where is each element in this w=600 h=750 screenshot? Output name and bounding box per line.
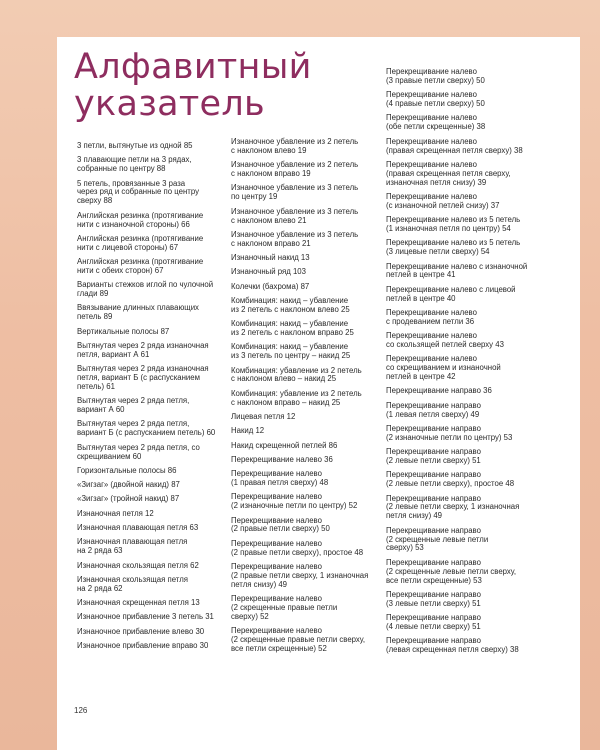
index-entry: Перекрещивание налево со скрещиванием и изнаночной петлей в центре 42 [386,354,501,382]
page-title [74,49,312,123]
index-entry: Комбинация: убавление из 2 петель с наклоном влево – накид 25 [231,365,362,384]
index-entry: Комбинация: накид – убавление из 3 петель по центру – накид 25 [231,342,351,361]
index-entry: Перекрещивание налево (правая скрещенная петля сверху, изнаночная петля снизу) 39 [386,159,511,187]
index-entry: Перекрещивание направо (2 левые петли сверху) 51 [386,447,481,466]
index-entry: Изнаночное убавление из 3 петель с наклоном вправо 21 [231,229,359,248]
index-entry: Вытянутая через 2 ряда петля, вариант А 60 [77,396,190,415]
index-entry: Перекрещивание направо 36 [386,386,492,396]
index-entry: Перекрещивание налево с лицевой петлей в центре 40 [386,284,516,303]
index-entry: 3 плавающие петли на 3 рядах, собранные по центру 88 [77,155,192,174]
index-entry: Перекрещивание налево из 5 петель (1 изнаночная петля по центру) 54 [386,215,521,234]
index-entry: Вытянутая через 2 ряда изнаночная петля, вариант Б (с распусканием петель) 61 [77,364,209,391]
index-entry: Перекрещивание направо (2 левые петли сверху, 1 изнаночная петля снизу) 49 [386,493,520,521]
index-entry: Изнаночное убавление из 2 петель с наклоном вправо 19 [231,160,359,179]
index-entry: Перекрещивание направо (4 левые петли сверху) 51 [386,613,481,631]
index-entry: Изнаночное убавление из 3 петель с наклоном влево 21 [231,206,359,225]
index-entry: Вытянутая через 2 ряда петля, вариант Б (с распусканием петель) 60 [77,419,216,438]
index-entry: Изнаночная петля 12 [77,508,154,518]
index-entry: Перекрещивание направо (2 скрещенные левые петли сверху, все петли скрещенные) 53 [386,557,517,585]
index-entry: Комбинация: накид – убавление из 2 петель с наклоном вправо 25 [231,319,354,338]
index-column-2 [231,138,379,659]
page-number: 126 [74,706,88,715]
index-entry: Перекрещивание налево 36 [231,454,333,464]
index-entry: 3 петли, вытянутые из одной 85 [77,141,193,150]
index-entry: Изнаночная плавающая петля 63 [77,523,199,533]
title-line-1: Алфавитный [74,47,312,87]
index-entry: Горизонтальные полосы 86 [77,465,177,475]
index-entry: Перекрещивание налево (2 правые петли сверху) 50 [231,515,330,534]
index-entry: Перекрещивание направо (2 скрещенные левые петли сверху) 53 [386,525,489,553]
index-entry: Перекрещивание налево (2 правые петли сверху, 1 изнаночная петля снизу) 49 [231,561,369,589]
index-entry: Перекрещивание налево с изнаночной петлей в центре 41 [386,261,528,280]
index-entry: Английская резинка (протягивание нити с изнаночной стороны) 66 [77,210,204,229]
index-entry: Перекрещивание налево (правая скрещенная петля сверху) 38 [386,136,523,155]
index-entry: Перекрещивание налево (2 изнаночные петли по центру) 52 [231,492,358,511]
index-entry: Перекрещивание налево (2 правые петли сверху), простое 48 [231,538,364,557]
index-entry: Изнаночная скрещенная петля 13 [77,598,200,608]
index-entry: Изнаночное прибавление вправо 30 [77,640,209,650]
index-entry: Перекрещивание направо (2 изнаночные петли по центру) 53 [386,423,513,442]
index-entry: Перекрещивание направо (3 левые петли сверху) 51 [386,589,481,608]
index-entry: Изнаночный накид 13 [231,253,310,263]
index-entry: Изнаночная скользящая петля 62 [77,560,199,570]
index-entry: Изнаночное убавление из 3 петель по центру 19 [231,183,359,202]
index-entry: Изнаночный ряд 103 [231,267,306,277]
index-entry: Накид 12 [231,426,265,436]
index-entry: Комбинация: накид – убавление из 2 петель с наклоном влево 25 [231,295,350,314]
index-column-1 [77,142,225,656]
index-entry: Колечки (бахрома) 87 [231,281,310,291]
index-entry: Перекрещивание налево (обе петли скрещенные) 38 [386,113,486,132]
index-entry: Ввязывание длинных плавающих петель 89 [77,303,199,322]
index-entry: Перекрещивание налево из 5 петель (3 лицевые петли сверху) 54 [386,238,521,257]
index-entry: Вытянутая через 2 ряда изнаночная петля, вариант А 61 [77,340,209,359]
index-entry: Английская резинка (протягивание нити с лицевой стороны) 67 [77,233,204,252]
index-entry: Изнаночная скользящая петля на 2 ряда 62 [77,574,188,593]
index-entry: Варианты стежков иглой по чулочной глади 89 [77,280,214,299]
index-entry: «Зигзаг» (двойной накид) 87 [77,480,180,490]
index-column-3 [386,68,546,661]
index-entry: Английская резинка (протягивание нити с обеих сторон) 67 [77,257,204,275]
title-line-2: указатель [74,84,265,124]
index-entry: Вертикальные полосы 87 [77,326,170,336]
index-entry: Комбинация: убавление из 2 петель с наклоном вправо – накид 25 [231,388,362,407]
index-entry: Перекрещивание налево (4 правые петли сверху) 50 [386,90,485,109]
index-entry: Изнаночное прибавление влево 30 [77,626,205,636]
index-entry: Изнаночное прибавление 3 петель 31 [77,612,214,622]
index-entry: Накид скрещенной петлей 86 [231,440,338,450]
index-entry: Перекрещивание налево с продеванием петли 36 [386,307,477,326]
index-entry: Лицевая петля 12 [231,411,296,421]
index-entry: Перекрещивание направо (2 левые петли сверху), простое 48 [386,470,515,489]
index-entry: Перекрещивание налево (с изнаночной петлей снизу) 37 [386,191,500,210]
index-entry: 5 петель, провязанные 3 раза через ряд и собранные по центру сверху 88 [77,178,199,206]
index-entry: «Зигзаг» (тройной накид) 87 [77,494,180,504]
index-entry: Перекрещивание налево (3 правые петли сверху) 50 [386,67,485,85]
index-entry: Вытянутая через 2 ряда петля, со скрещиванием 60 [77,442,200,461]
index-entry: Перекрещивание налево со скользящей петлей сверху 43 [386,331,504,350]
index-entry: Перекрещивание налево (2 скрещенные правые петли сверху) 52 [231,594,338,621]
index-entry: Изнаночная плавающая петля на 2 ряда 63 [77,537,188,556]
index-entry: Перекрещивание направо (левая скрещенная петля сверху) 38 [386,636,519,655]
index-entry: Перекрещивание налево (2 скрещенные правые петли сверху, все петли скрещенные) 52 [231,626,366,653]
index-entry: Изнаночное убавление из 2 петель с наклоном влево 19 [231,137,359,155]
index-entry: Перекрещивание налево (1 правая петля сверху) 48 [231,469,329,488]
index-entry: Перекрещивание направо (1 левая петля сверху) 49 [386,400,481,419]
